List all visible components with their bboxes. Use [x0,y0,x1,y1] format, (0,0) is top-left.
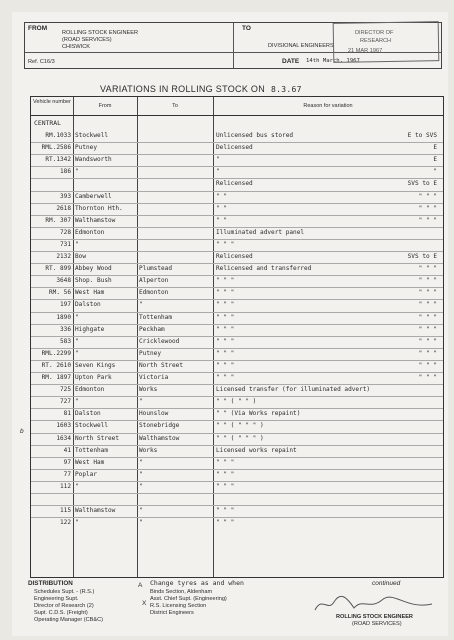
licence-change: " " " [418,313,437,321]
vehicle-number: RT. 899 [45,265,71,273]
table-row [31,445,443,457]
table-row [31,287,443,299]
to-line: DIVISIONAL ENGINEERS [268,43,334,49]
dist-line-5: Operating Manager (CB&C) [34,617,104,623]
table-row [31,336,443,348]
to-depot: Works [139,386,158,394]
licence-change: SVS to E [407,253,437,260]
to-depot: Stonebridge [139,422,180,430]
from-depot: Wandsworth [75,156,112,164]
from-depot: Shop. Bush [75,277,112,285]
vehicle-number: 583 [59,337,71,345]
reason: " " [216,216,228,224]
stamp-line-1: DIRECTOR OF [355,30,394,36]
reason: Licensed transfer (for illuminated advert) [216,386,371,394]
table-row [31,191,443,203]
reason: " " " [216,337,235,345]
from-depot: Abbey Wood [75,265,112,273]
from-depot: " [75,349,79,357]
vehicle-number: 77 [63,470,71,478]
licence-change: " " " [418,289,437,297]
reason: " " " [216,289,235,297]
table-row [31,299,443,311]
from-depot: " [75,482,79,490]
note-line-1: Change tyres as and when [150,579,244,587]
col-to: To [172,103,178,109]
sig-title-1: ROLLING STOCK ENGINEER [336,614,413,620]
from-depot: Thornton Hth. [75,204,123,212]
from-depot: Edmonton [75,228,105,236]
from-line-3: CHISWICK [62,44,90,50]
from-depot: Upton Park [75,374,112,381]
table-row [31,178,443,190]
to-depot: Alperton [139,277,169,285]
licence-change: " " " [418,277,437,285]
from-depot: " [75,337,79,345]
reason: " " [216,204,228,212]
vehicle-number: 186 [59,168,71,176]
reason: " " ( " " " ) [216,434,264,442]
to-depot: " [139,507,143,515]
from-depot: Stockwell [75,422,109,430]
from-depot: North Street [75,434,120,442]
to-depot: Cricklewood [139,337,180,345]
from-line-2: (ROAD SERVICES) [62,37,112,43]
table-row [31,203,443,215]
reference: Ref. C16/3 [28,59,55,65]
vehicle-number: RT.1342 [45,156,71,164]
from-depot: West Ham [75,289,105,297]
table-row [31,324,443,336]
vehicle-number: 1890 [56,313,71,321]
margin-mark-a: A [138,582,143,589]
reason: " " " [216,361,235,369]
table-row [31,517,443,529]
reason: " " " [216,519,235,527]
licence-change: " " " [418,204,437,212]
to-depot: Plumstead [139,265,173,273]
reason: " " " [216,349,235,357]
date-label: DATE [282,58,300,65]
vehicle-number: 728 [59,228,71,236]
licence-change: " " " [418,265,437,273]
distribution-label: DISTRIBUTION [28,580,73,587]
to-depot: " [139,470,143,478]
table-row [31,166,443,178]
vehicle-number: RM.1033 [45,132,71,139]
to-depot: North Street [139,361,184,369]
table-row [31,348,443,360]
licence-change: E [433,144,437,152]
reason: " " ( " " ) [216,398,257,406]
reason: " " " [216,277,235,285]
vehicle-number: 41 [63,446,71,454]
from-depot: Walthamstow [75,507,116,515]
reason: Relicensed [216,253,253,260]
to-depot: Putney [139,349,162,357]
table-row [31,433,443,445]
reason: " " " [216,507,235,515]
to-depot: Walthamstow [139,434,180,442]
title-text: VARIATIONS IN ROLLING STOCK ON [100,84,266,94]
dist-line-4: Supt. C.D.S. (Freight) [34,610,88,616]
vehicle-number: 725 [59,386,71,394]
table-row [31,142,443,154]
col-from: From [98,103,112,109]
licence-change: E [433,156,437,164]
reason: Unlicensed bus stored [216,132,294,139]
licence-change: " " " [418,361,437,369]
from-depot: Highgate [75,325,105,333]
to-depot: Peckham [139,325,165,333]
section-central [31,118,443,130]
variations-table [30,96,444,578]
to-depot: " [139,482,143,490]
from-depot: Dalston [75,410,101,418]
to-depot: " [139,519,143,527]
reason: " " " [216,470,235,478]
stamp-line-3: 21 MAR 1967 [348,48,383,54]
vehicle-number: 727 [59,398,71,406]
from-depot: Putney [75,144,98,152]
vehicle-number: RM. 1897 [41,374,71,381]
table-row [31,154,443,166]
table-row [31,312,443,324]
table-row [31,239,443,251]
vehicle-number: 97 [63,458,71,466]
vehicle-number: 2618 [56,204,71,212]
col-reason: Reason for variation [303,103,353,109]
from-depot: West Ham [75,458,105,466]
reason: " [216,156,220,164]
reason: Delicensed [216,144,253,152]
vehicle-number: 1603 [56,422,71,430]
dist-line-3: Director of Research (2) [34,603,94,609]
reason: " " " [216,313,235,321]
from-depot: Dalston [75,301,101,309]
to-depot: Works [139,446,158,454]
table-row [31,215,443,227]
vehicle-number: 197 [59,301,71,309]
reason: Relicensed [216,180,253,188]
vehicle-number: 731 [59,240,71,248]
sig-title-2: (ROAD SERVICES) [352,621,402,627]
from-depot: Camberwell [75,192,112,200]
licence-change: " " " [418,192,437,200]
table-row [31,251,443,263]
licence-change: " " " [418,216,437,224]
vehicle-number: RML.2586 [41,144,71,152]
licence-change: " " " [418,349,437,357]
vehicle-number: 393 [59,192,71,200]
signature [310,592,440,616]
licence-change: " " " [418,301,437,309]
licence-change: " " " [418,325,437,333]
table-row [31,360,443,372]
from-depot: " [75,313,79,321]
from-label: FROM [28,25,48,32]
reason: " " ( " " " ) [216,422,264,430]
note-line-3: Asst. Chief Supt. (Engineering) [150,596,227,602]
reason: " " " [216,240,235,248]
vehicle-number: 115 [59,507,71,515]
vehicle-number: 2132 [56,253,71,260]
reason: Licensed works repaint [216,446,297,454]
section-label: CENTRAL [34,119,61,127]
to-depot: " [139,398,143,406]
table-row [31,130,443,142]
from-line-1: ROLLING STOCK ENGINEER [62,30,139,36]
from-depot: " [75,398,79,406]
to-depot: " [139,301,143,309]
reason: " " " [216,374,235,381]
reason: " " " [216,325,235,333]
to-depot: Hounslow [139,410,169,418]
continued-note: continued [372,580,401,587]
vehicle-number: RM. 307 [45,216,71,224]
from-depot: Edmonton [75,386,105,394]
to-depot: Victoria [139,374,169,381]
reason: Illuminated advert panel [216,228,305,236]
licence-change: " " " [418,374,437,381]
from-depot: Stockwell [75,132,109,139]
table-row [31,505,443,517]
licence-change: " [433,168,437,176]
from-depot: " [75,240,79,248]
to-depot: Tottenham [139,313,173,321]
note-line-5: District Engineers [150,610,194,616]
vehicle-number: 81 [63,410,71,418]
from-depot: " [75,519,79,527]
from-depot: Walthamstow [75,216,116,224]
table-row [31,396,443,408]
date-value: 14th March, 1967 [306,58,360,64]
dist-line-2: Engineering Supt. [34,596,79,602]
licence-change: E to SVS [407,132,437,139]
licence-change: " " " [418,337,437,345]
to-depot: Edmonton [139,289,169,297]
table-row [31,493,443,505]
reason: Relicensed and transferred [216,265,312,273]
to-label: TO [242,25,251,32]
table-row [31,408,443,420]
col-vehicle-number: Vehicle number [33,99,71,105]
from-depot: Tottenham [75,446,109,454]
table-row [31,275,443,287]
table-row [31,227,443,239]
from-depot: " [75,168,79,176]
reason: " " " [216,458,235,466]
margin-mark-x: X [142,600,147,607]
from-depot: Seven Kings [75,361,116,369]
vehicle-number: 336 [59,325,71,333]
table-row [31,372,443,384]
table-row [31,481,443,493]
from-depot: Poplar [75,470,98,478]
document-title [100,84,302,94]
table-row [31,469,443,481]
reason: " " (Via Works repaint) [216,410,301,418]
vehicle-number: RT. 2610 [41,361,71,369]
licence-change: SVS to E [407,180,437,188]
reason: " [216,168,220,176]
reason: " " " [216,301,235,309]
to-depot: " [139,458,143,466]
note-line-4: R.S. Licensing Section [150,603,207,609]
table-row [31,384,443,396]
vehicle-number: RM. 56 [48,289,71,297]
table-row [31,420,443,432]
reason: " " [216,192,228,200]
vehicle-number: 122 [59,519,71,527]
table-row [31,457,443,469]
dist-line-1: Schedules Supt. - (R.S.) [34,589,95,595]
vehicle-number: RML.2299 [41,349,71,357]
note-line-2: Binds Section, Aldenham [150,589,213,595]
table-row [31,263,443,275]
vehicle-number: 1634 [56,434,71,442]
margin-mark-b: b [20,428,24,435]
stamp-line-2: RESEARCH [360,38,392,44]
title-date: 8.3.67 [271,85,302,94]
vehicle-number: 3648 [56,277,71,285]
from-depot: Bow [75,253,87,260]
reason: " " " [216,482,235,490]
vehicle-number: 112 [59,482,71,490]
